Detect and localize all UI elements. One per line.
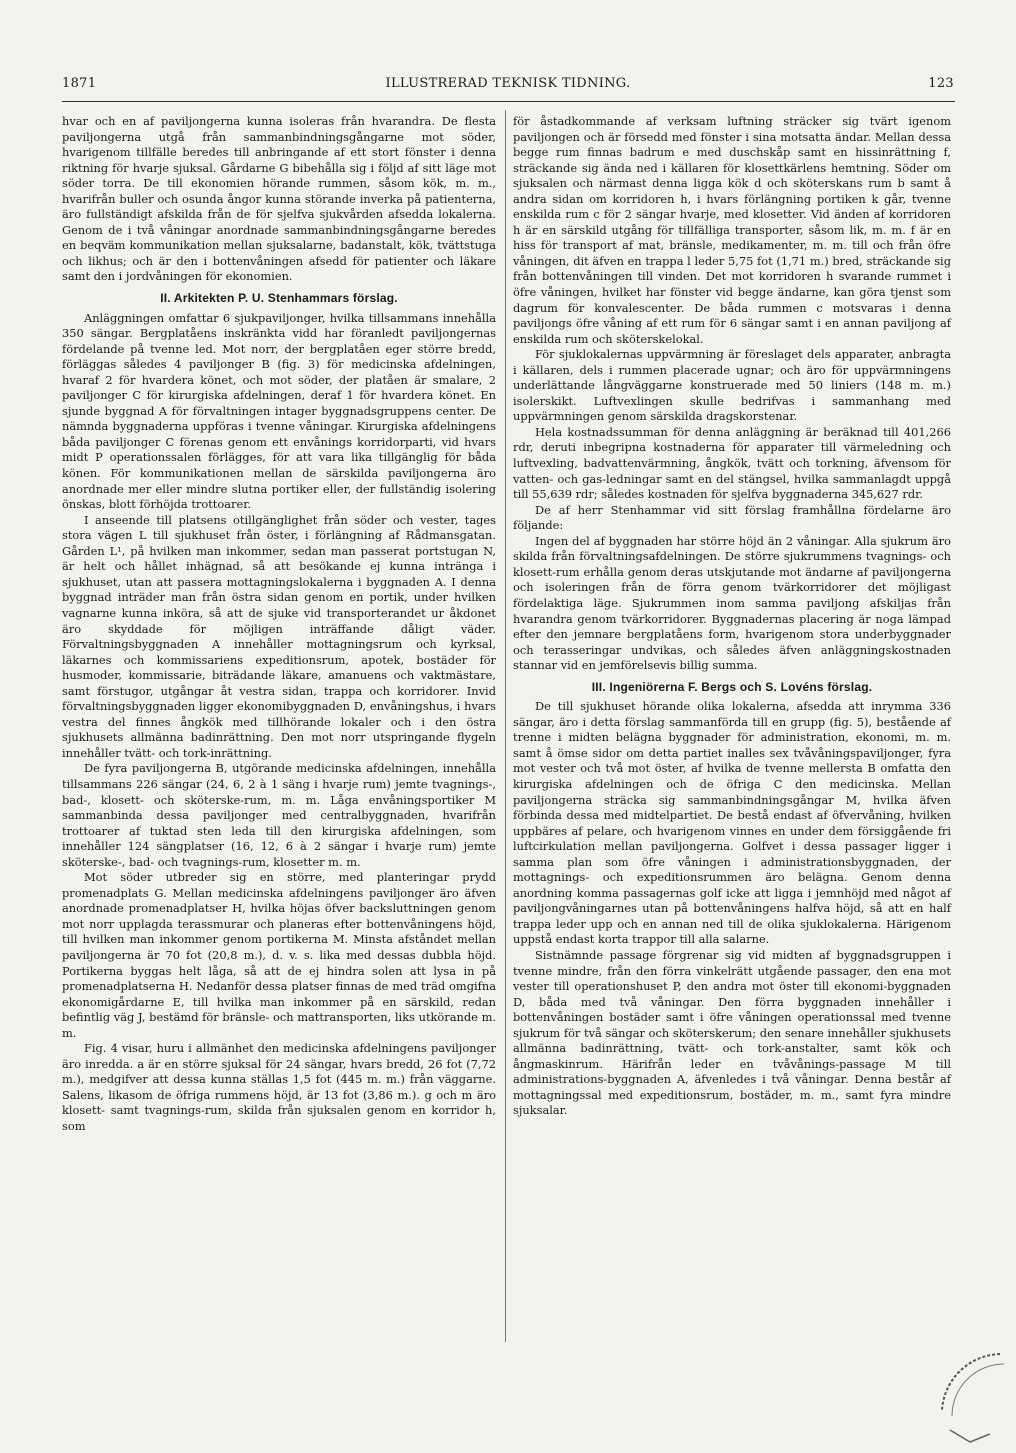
header-year: 1871 xyxy=(62,76,97,91)
paragraph: hvar och en af paviljongerna kunna isoleras från hvarandra. De flesta paviljongerna utgå från sammanbindningsgångarne mot söder, hvarigenom tillfälle beredes till anbringande af ett stort fönster i denna riktning för hvarje sjuksal. Gårdarne G bibehålla sig i följd af sitt läge mot söder torra. De till ekonomien hörande rummen, såsom kök, m. m., hvarifrån buller och osunda ångor kunna störande inverka på patienterna, äro fullständigt afskilda från de för sjelfva sjukvården afsedda lokalerna. Genom de i två våningar anordnade sammanbindningsgångarne beredes en beqväm kommunikation mellan sjuksalarne, badanstalt, kök, tvättstuga och likhus; och är den i bottenvåningen afsedd för patienter och läkare samt den i jordvåningen för ekonomien. xyxy=(62,114,496,284)
library-stamp xyxy=(930,1350,1010,1450)
paragraph: För sjuklokalernas uppvärmning är föreslaget dels apparater, anbragta i källaren, dels i rummen placerade ugnar; och äro för uppvärmningens underlättande långväggarne konstruerade med 50 liniers (148 m. m.) isolerskikt. Luftvexlingen skulle bedrifvas i sammanhang med uppvärmningen genom särskilda dragskorstenar. xyxy=(513,347,951,424)
running-header xyxy=(62,76,954,98)
paragraph: De fyra paviljongerna B, utgörande medicinska afdelningen, innehålla tillsammans 226 sängar (24, 6, 2 à 1 säng i hvarje rum) jemte tvagnings-, bad-, klosett- och sköterske-rum, m. m. Låga envåningsportiker M sammanbinda dessa paviljonger med centralbyggnaden, hvarifrån trottoarer af tuktad sten leda till den kirurgiska afdelningen, som innehåller 124 sängplatser (16, 12, 6 à 2 sängar i hvarje rum) jemte sköterske-, bad- och tvagnings-rum, klosetter m. m. xyxy=(62,761,496,869)
page-number: 123 xyxy=(928,76,954,91)
paragraph: för åstadkommande af verksam luftning sträcker sig tvärt igenom paviljongen och är försedd med fönster i sina motsatta ändar. Mellan dessa begge rum finnas badrum e med duschskåp samt en hissinrättning f, sträckande sig ända ned i källaren för klosettkärlens hemtning. Söder om sjuksalen och närmast denna ligga kök d och sköterskans rum b samt å andra sidan om korridoren h, i hvars förlängning portiken k går, tvenne enskilda rum c för 2 sängar hvarje, med klosetter. Vid änden af korridoren h är en särskild utgång för tillfälliga transporter, såsom lik, m. m. f är en hiss för transport af mat, bränsle, medikamenter, m. m. till och från öfre våningen, dit äfven en trappa l leder 5,75 fot (1,71 m.) bred, sträckande sig från bottenvåningen till vinden. Det mot korridoren h svarande rummet i öfre våningen, hvilket har fönster vid begge ändarne, kan göra tjenst som dagrum för konvalescenter. De båda rummen c motsvaras i denna paviljongs öfre våning af ett rum för 6 sängar samt i en annan paviljong af enskilda rum och sköterskelokal. xyxy=(513,114,951,346)
paragraph: De till sjukhuset hörande olika lokalerna, afsedda att inrymma 336 sängar, äro i detta förslag sammanförda till en grupp (fig. 5), bestående af trenne i midten belägna byggnader för administration, ekonomi, m. m. samt å ömse sidor om detta partiet inalles sex tvåvåningspaviljonger, fyra mot vester och två mot öster, af hvilka de tvenne mellersta B omfatta den kirurgiska afdelningen och de öfriga C den medicinska. Mellan paviljongerna sträcka sig sammanbindningsgångar M, hvilka äfven förbinda dessa med midtelpartiet. De bestå endast af öfvervåning, hvilken uppbäres af pelare, och hvarigenom vinnes en under dem försiggående fri luftcirkulation mellan paviljongerna. Golfvet i dessa passager ligger i samma plan som öfre våningen i administrationsbyggnaden, der mottagnings- och expeditionsrummen äro belägna. Genom denna anordning komma passagernas golf icke att ligga i jemnhöjd med något af paviljongvåningarnes utan på bottenvåningens halfva höjd, så att en half trappa leder upp och en annan ned till de olika sjuklokalerna. Härigenom uppstå endast korta trappor till alla salarne. xyxy=(513,699,951,947)
journal-title: ILLUSTRERAD TEKNISK TIDNING. xyxy=(385,76,631,91)
paragraph: I anseende till platsens otillgänglighet från söder och vester, tages stora vägen L till sjukhuset från öster, i förlängning af Rådmansgatan. Gården L¹, på hvilken man inkommer, sedan man passerat portstugan N, är helt och hållet inhägnad, så att besökande ej kunna intränga i sjukhuset, utan att passera mottagningslokalerna i byggnaden A. I denna byggnad inträder man från östra sidan genom en portik, under hvilken vagnarne kunna inköra, så att de sjuke vid transporterandet ur åkdonet äro skyddade för möjligen inträffande dåligt väder. Förvaltningsbyggnaden A innehåller mottagningsrum och kyrksal, läkarnes och kommissariens expeditionsrum, apotek, bostäder för husmoder, kommissarie, biträdande läkare, amanuens och vaktmästare, samt förstugor, utgångar åt vestra sidan, trappa och korridorer. Invid förvaltningsbyggnaden ligger ekonomibyggnaden D, envåningshus, i hvars vestra del finnes ångkök med tillhörande lokaler och i den östra sjukhusets allmänna badinrättning. Den mot norr utspringande flygeln innehåller tvätt- och tork-inrättning. xyxy=(62,512,496,760)
paragraph: Mot söder utbreder sig en större, med planteringar prydd promenadplats G. Mellan medicinska afdelningens paviljonger äro äfven anordnade promenadplatser H, hvilka höjas öfver backsluttningen genom mot norr upplagda terassmurar och planeras efter bottenvåningens höjd, till hvilken man inkommer genom portikerna M. Minsta afståndet mellan paviljongerna är 70 fot (20,8 m.), d. v. s. lika med dessas dubbla höjd. Portikerna byggas helt låga, så att de ej hindra solen att lysa in på promenadplatserna H. Nedanför dessa platser finnas de med träd omgifna ekonomigårdarne E, till hvilka man inkommer på en särskild, redan befintlig väg J, bestämd för bränsle- och mattransporten, liks utkörande m. m. xyxy=(62,870,496,1040)
header-rule xyxy=(62,101,955,102)
paragraph: Sistnämnde passage förgrenar sig vid midten af byggnadsgruppen i tvenne mindre, från den förra vinkelrätt utgående passager, den ena mot vester till operationshuset P, den andra mot öster till ekonomi-byggnaden D, båda med två våningar. Den förra byggnaden innehåller i bottenvåningen bostäder samt i öfre våningen operationssal med tvenne sjukrum för två sängar och sköterskerum; den senare innehåller sjukhusets allmänna badinrättning, tvätt- och tork-anstalter, samt kök och ångmaskinrum. Härifrån leder en tvåvånings-passage M till administrations-byggnaden A, äfvenledes i två våningar. Denna består af mottagningssal med expeditionsrum, bostäder, m. m., samt fyra mindre sjuksalar. xyxy=(513,947,951,1118)
section-heading-stenhammar: II. Arkitekten P. U. Stenhammars förslag. xyxy=(160,291,398,306)
left-column xyxy=(62,114,496,1135)
paragraph: Ingen del af byggnaden har större höjd än 2 våningar. Alla sjukrum äro skilda från förvaltningsafdelningen. De större sjukrummens tvagnings- och klosett-rum erhålla genom deras utskjutande mot ändarne af paviljongerna och isoleringen från de förra genom tvärkorridorer det möjligast fördelaktiga läge. Sjukrummen inom samma paviljong afskiljas från hvarandra genom tvärkorridorer. Byggnadernas placering är noga lämpad efter den jemnare bergplatåens form, hvarigenom stora underbyggnader och terasseringar undvikas, och således äfven anläggningskostnaden stannar vid en jemförelsevis billig summa. xyxy=(513,533,951,673)
right-column xyxy=(513,114,951,1119)
paragraph: Hela kostnadssumman för denna anläggning är beräknad till 401,266 rdr, deruti inbegripna kostnaderna för apparater till värmeledning och luftvexling, badvattenvärmning, ångkök, tvätt och torkning, äfvensom för vatten- och gas-ledningar samt en del stängsel, hvilka sammanlagdt uppgå till 55,639 rdr; således kostnaden för sjelfva byggnaderna 345,627 rdr. xyxy=(513,424,951,502)
column-divider xyxy=(505,110,506,1342)
paragraph: Anläggningen omfattar 6 sjukpaviljonger, hvilka tillsammans innehålla 350 sängar. Bergplatåens inskränkta vidd har föranledt paviljongernas fördelande på tvenne led. Mot norr, der bergplatåen eger större bredd, förläggas således 4 paviljonger B (fig. 3) för medicinska afdelningen, hvaraf 2 för hvardera könet, och mot söder, der platåen är smalare, 2 paviljonger C för kirurgiska afdelningen, deraf 1 för hvardera könet. En sjunde byggnad A för förvaltningen intager byggnadsgruppens center. De nämnda byggnaderna uppföras i tvenne våningar. Kirurgiska afdelningens båda paviljonger C förenas genom ett envånings korridorparti, vid hvars midt P operationssalen förlägges, för att vara lika tillgänglig för båda könen. För kommunikationen mellan de särskilda paviljongerna äro anordnade mer eller mindre slutna portiker eller, der fullständig isolering önskas, blott förhöjda trottoarer. xyxy=(62,310,496,512)
paragraph: Fig. 4 visar, huru i allmänhet den medicinska afdelningens paviljonger äro inredda. a är en större sjuksal för 24 sängar, hvars bredd, 26 fot (7,72 m.), medgifver att dessa kunna ställas 1,5 fot (445 m. m.) från väggarne. Salens, likasom de öfriga rummens höjd, är 13 fot (3,86 m.). g och m äro klosett- samt tvagnings-rum, skilda från sjuksalen genom en korridor h, som xyxy=(62,1041,496,1133)
paragraph: De af herr Stenhammar vid sitt förslag framhållna fördelarne äro följande: xyxy=(513,502,951,533)
section-heading-berg-loven: III. Ingeniörerna F. Bergs och S. Lovéns förslag. xyxy=(591,679,873,694)
